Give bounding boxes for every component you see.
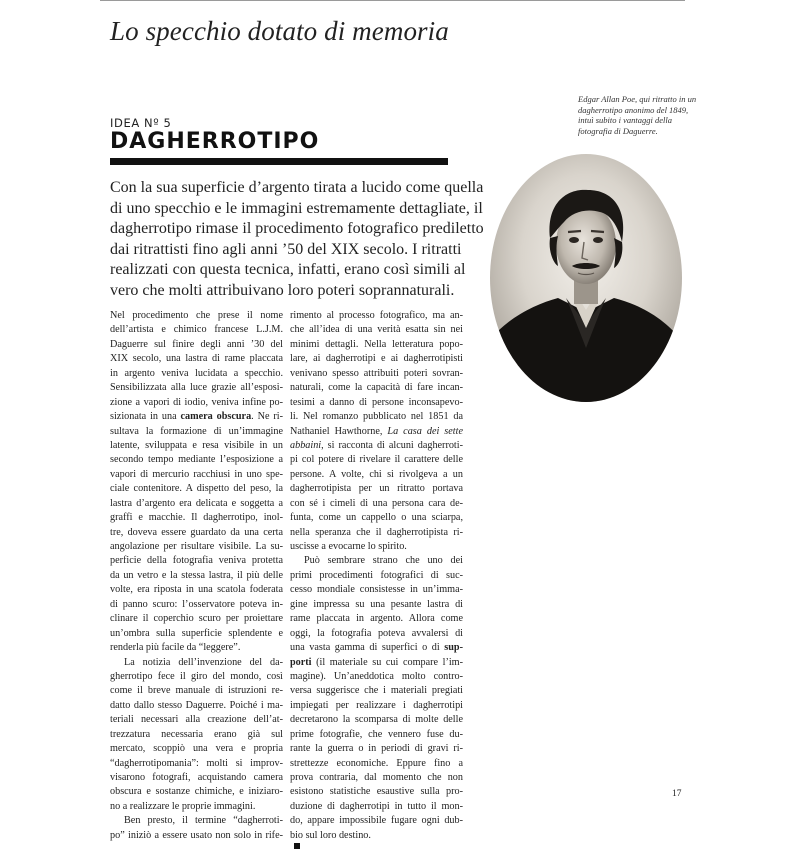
body-line: cesso mondiale consistesse in un’imma-: [290, 584, 463, 596]
running-title: Lo specchio dotato di memoria: [110, 16, 449, 46]
lead-line: realizzati con questa tecnica, infatti, erano così simili al: [110, 261, 466, 278]
body-line: [290, 829, 463, 849]
body-line: prime fotografie, che vennero fuse du-: [290, 728, 463, 740]
end-of-article-square-icon: [294, 843, 300, 849]
body-line: teriali necessari alla creazione dell’at-: [110, 714, 283, 726]
body-line: un’ombra sulla superficie splendente e: [110, 627, 283, 639]
body-line: [110, 410, 283, 424]
body-line: datto dallo stesso Daguerre. Poiché i ma-: [110, 699, 283, 711]
lead-line: vero che molti attribuivano loro poteri soprannaturali.: [110, 281, 455, 299]
body-line: XIX secolo, una lastra di rame placcata: [110, 353, 283, 365]
book-title: abbaini: [290, 439, 322, 451]
top-rule: [100, 0, 685, 1]
body-line: [290, 656, 463, 670]
body-line: trezzatura necessaria erano già sul: [110, 728, 283, 740]
body-line: rante la guerra o in periodi di gravi ri-: [290, 743, 463, 755]
body-line: obscura e sostanze chimiche, e iniziaro-: [110, 786, 283, 798]
body-line: perficie della fotografia veniva protetta: [110, 555, 283, 567]
book-title: La casa dei sette: [387, 425, 463, 437]
body-line: decretarono la scomparsa di molte delle: [290, 714, 463, 726]
body-line: dell’artista e chimico francese L.J.M.: [110, 324, 283, 336]
body-column-left: [110, 309, 283, 843]
body-line: Ben presto, il termine “dagherroti-: [124, 815, 283, 827]
body-line: latente, sviluppata e resa visibile in un: [110, 439, 283, 451]
body-text: Nathaniel Hawthorne,: [290, 425, 388, 437]
body-line: persone. A volte, chi si rivolgeva a un: [290, 468, 463, 480]
term-camera-obscura: camera obscura: [180, 411, 252, 423]
body-line: Sensibilizzata alla luce grazie all’esposi-: [110, 382, 283, 394]
body-line: duzione di dagherrotipi in tutto il mon-: [290, 800, 463, 812]
body-line: sultava la formazione di un’immagine: [110, 425, 283, 437]
body-line: graffi e macchie. Il dagherrotipo, inol-: [110, 512, 283, 524]
caption-line: dagherrotipo anonimo del 1849,: [578, 104, 689, 115]
body-line: do, appare impossibile fugare ogni dub-: [290, 815, 463, 827]
body-line: zione a vapori di iodio, veniva infine po-: [110, 396, 283, 408]
body-line: lastra d’argento era delicata e soggetta a: [110, 497, 283, 509]
body-line: tesimi a danno di persone inconsapevo-: [290, 396, 463, 408]
lead-paragraph: [110, 178, 484, 301]
body-line: no a realizzare le proprie immagini.: [110, 800, 256, 812]
body-line: oggi, la fotografia poteva avvalersi di: [290, 627, 463, 639]
lead-line: di uno specchio e le immagini estremamente dettagliate, il: [110, 199, 483, 217]
body-line: rimento al processo fotografico, ma an-: [290, 310, 463, 321]
body-line: con sé i cimeli di una persona cara de-: [290, 497, 463, 509]
term-supporti: sup-: [444, 642, 463, 654]
body-text: , si racconta di alcuni dagherroti-: [321, 439, 463, 451]
body-line: vapori di mercurio racchiusi in uno spe-: [110, 468, 283, 480]
body-line: po” iniziò a essere usato non solo in rife-: [110, 829, 283, 841]
body-line: esistono statistiche esaustive sulla pro-: [290, 786, 463, 798]
body-line: venivano spesso attribuiti poteri sovran-: [290, 367, 463, 379]
portrait-brow: [568, 231, 581, 232]
body-text: bio sul loro destino.: [290, 829, 371, 841]
body-line: Daguerre sul finire degli anni ’30 del: [110, 338, 283, 350]
caption-line: intuì subito i vantaggi della: [578, 115, 672, 125]
portrait-eye: [569, 237, 579, 243]
caption-line: Edgar Allan Poe, qui ritratto in un: [578, 94, 697, 104]
body-line: primi procedimenti fotografici di suc-: [290, 569, 463, 581]
body-line: che all’idea di una verità esatta sin nei: [290, 324, 463, 336]
body-line: volte, era riposta in una scatola foderata: [110, 584, 283, 596]
body-line: [290, 439, 463, 453]
body-line: visarono fotografi, acquistando camera: [110, 772, 283, 783]
body-line: nella speranza che il dagherrotipista ri-: [290, 526, 463, 538]
body-line: magine). Un’aneddotica molto contro-: [290, 670, 463, 682]
body-line: strettezze economiche. Eppure fino a: [290, 757, 463, 769]
body-line: [290, 425, 463, 439]
body-line: li. Nel romanzo pubblicato nel 1851 da: [290, 411, 463, 423]
body-text: . Ne ri-: [251, 411, 283, 423]
body-line: clinare il coperchio scuro per proiettare: [110, 613, 283, 625]
body-line: prova contraria, dal momento che non: [290, 772, 463, 783]
headline-rule: [110, 158, 448, 165]
caption-line: fotografia di Daguerre.: [578, 125, 658, 136]
term-supporti: porti: [290, 656, 312, 668]
body-line: dagherrotipista per un ritratto portava: [290, 483, 463, 495]
body-line: rame placcata in argento. Allora come: [290, 613, 463, 625]
body-line: secondo tempo mediante l’esposizione a: [110, 454, 283, 466]
body-line: Nel procedimento che prese il nome: [110, 310, 283, 321]
body-text: una vasta gamma di superfici o di: [290, 642, 445, 654]
photo-caption: [578, 94, 706, 136]
body-line: ciale contenitore. A dispetto del peso, la: [110, 483, 283, 495]
body-line: renderla più facile da “leggere”.: [110, 642, 241, 654]
portrait-brow: [591, 231, 604, 232]
body-line: gine impressa su una pesante lastra di: [290, 598, 463, 610]
body-line: gherrotipo fece il giro del mondo, così: [110, 670, 283, 682]
article-headline: DAGHERROTIPO: [110, 129, 320, 154]
body-line: versa suggerisce che i materiali pregiati: [290, 685, 463, 697]
body-line: minimi dettagli. Nella letteratura popo-: [290, 338, 463, 350]
lead-line: dai ritrattisti fino agli anni ’50 del XIX secolo. I ritratti: [110, 240, 462, 258]
page-number: 17: [672, 789, 682, 799]
body-line: come il breve manuale di istruzioni re-: [110, 685, 283, 697]
body-line: da un vetro e la stessa lastra, il più delle: [110, 569, 283, 581]
body-line: naturali, come la capacità di fare incan-: [290, 382, 463, 394]
body-line: funta, come un cappello o una sciarpa,: [290, 512, 463, 524]
idea-label: IDEA Nº 5: [110, 116, 172, 130]
portrait-eye: [593, 237, 603, 243]
body-column-right: [290, 309, 463, 849]
body-line: tre, doveva essere guardato da una certa: [110, 526, 283, 538]
daguerreotype-portrait: [488, 152, 684, 404]
body-line: di panno scuro: l’osservatore poteva in-: [110, 598, 283, 610]
body-line: [290, 641, 463, 655]
body-line: impiegati per realizzare i dagherrotipi: [290, 699, 463, 711]
lead-line: Con la sua superficie d’argento tirata a lucido come quella: [110, 179, 484, 196]
lead-line: dagherrotipo rimase il procedimento fotografico prediletto: [110, 220, 484, 237]
body-line: angolazione per risultare visibile. La su-: [110, 541, 283, 552]
body-line: “dagherrotipomania”: molti si improv-: [110, 757, 283, 769]
body-line: mercato, scoppiò una vera e propria: [110, 743, 283, 755]
body-line: lare, ai dagherrotipi e ai dagherrotipisti: [290, 353, 463, 365]
body-line: pi col potere di rivelare il carattere delle: [290, 454, 463, 466]
body-line: in argento veniva lucidata a specchio.: [110, 367, 283, 379]
body-text: sizionata in una: [110, 411, 181, 423]
body-line: La notizia dell’invenzione del da-: [124, 656, 283, 668]
body-line: Può sembrare strano che uno dei: [304, 555, 463, 567]
body-text: (il materiale su cui compare l’im-: [311, 656, 463, 668]
body-line: uscisse a evocarne lo spirito.: [290, 541, 407, 552]
